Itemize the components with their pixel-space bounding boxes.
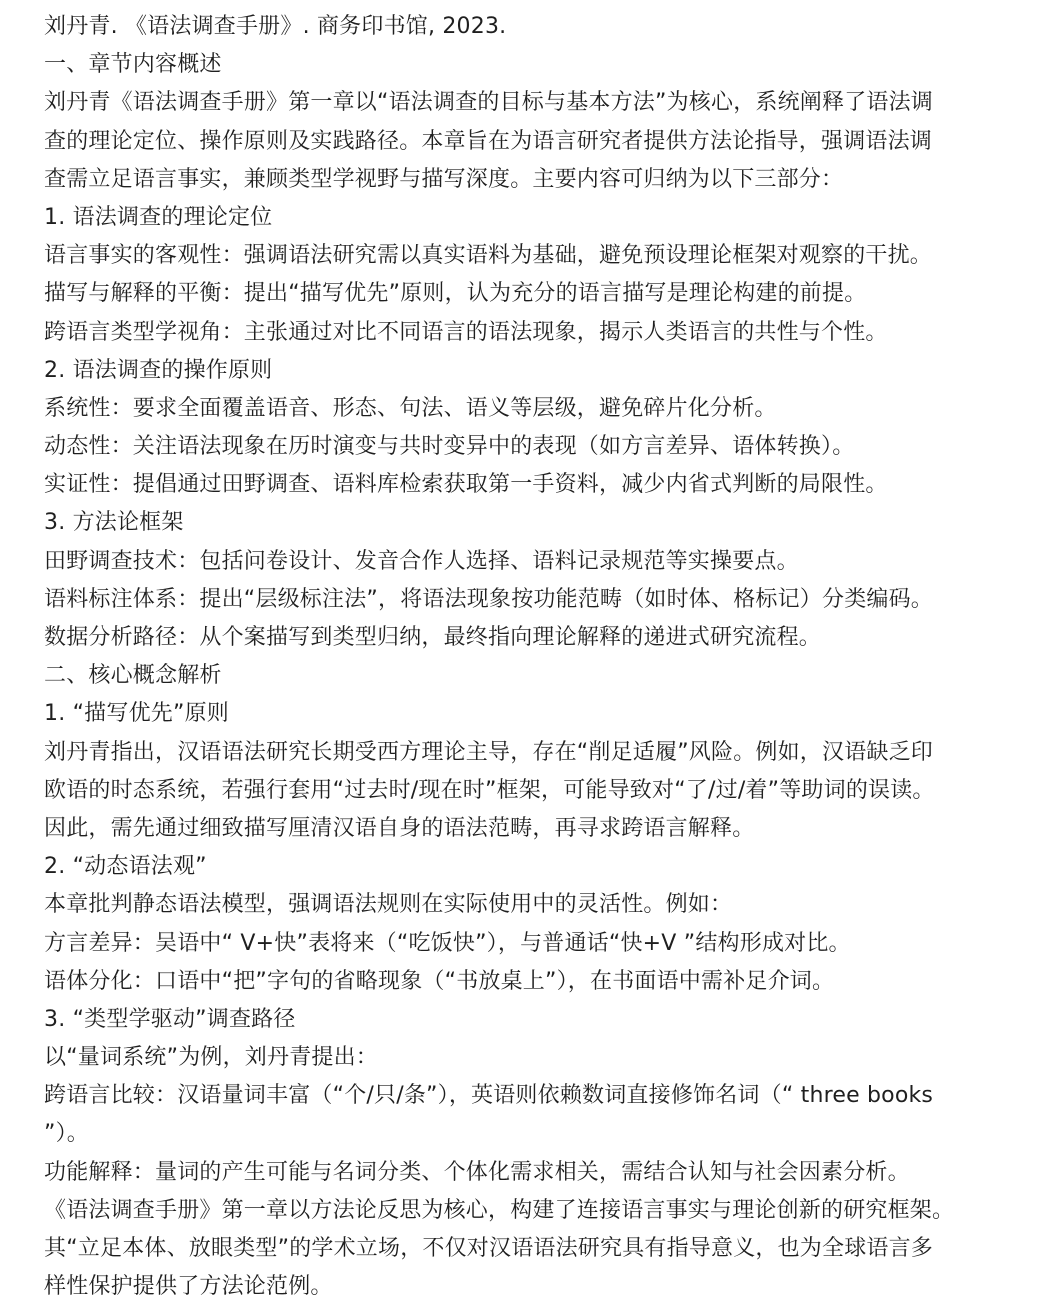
list-item: 系统性：要求全面覆盖语音、形态、句法、语义等层级，避免碎片化分析。 [44,395,777,421]
list-item: 动态性：关注语法现象在历时演变与共时变异中的表现（如方言差异、语体转换）。 [44,434,855,460]
list-item: 田野调查技术：包括问卷设计、发音合作人选择、语料记录规范等实操要点。 [44,548,799,574]
subsection-heading: 3. “类型学驱动”调查路径 [44,1006,296,1032]
section-heading: 二、核心概念解析 [44,663,222,689]
subsection-heading: 1. “描写优先”原则 [44,701,229,727]
list-item: 跨语言比较：汉语量词丰富（“个/只/条”），英语则依赖数词直接修饰名词（“ three books [44,1083,934,1109]
paragraph-line: 本章批判静态语法模型，强调语法规则在实际使用中的灵活性。例如： [44,892,733,918]
subsection-heading: 1. 语法调查的理论定位 [44,204,273,230]
paragraph-line: 刘丹青指出，汉语语法研究长期受西方理论主导，存在“削足适履”风险。例如，汉语缺乏印 [44,739,933,765]
citation-line: 刘丹青. 《语法调查手册》. 商务印书馆, 2023. [44,14,507,39]
section-heading: 一、章节内容概述 [44,52,222,78]
list-item: 语言事实的客观性：强调语法研究需以真实语料为基础，避免预设理论框架对观察的干扰。 [44,243,933,269]
paragraph-line: 因此，需先通过细致描写厘清汉语自身的语法范畴，再寻求跨语言解释。 [44,815,755,841]
subsection-heading: 3. 方法论框架 [44,510,184,536]
list-item: 描写与解释的平衡：提出“描写优先”原则，认为充分的语言描写是理论构建的前提。 [44,281,867,307]
list-item: 跨语言类型学视角：主张通过对比不同语言的语法现象，揭示人类语言的共性与个性。 [44,319,888,345]
paragraph-line: 查的理论定位、操作原则及实践路径。本章旨在为语言研究者提供方法论指导，强调语法调 [44,128,933,154]
list-item: 语体分化：口语中“把”字句的省略现象（“书放桌上”），在书面语中需补足介词。 [44,968,835,994]
paragraph-line: 《语法调查手册》第一章以方法论反思为核心，构建了连接语言事实与理论创新的研究框架。 [44,1197,955,1223]
paragraph-line: 欧语的时态系统，若强行套用“过去时/现在时”框架，可能导致对“了/过/着”等助词的误读。 [44,777,935,803]
list-item: 功能解释：量词的产生可能与名词分类、个体化需求相关，需结合认知与社会因素分析。 [44,1159,910,1185]
list-item: 数据分析路径：从个案描写到类型归纳，最终指向理论解释的递进式研究流程。 [44,625,822,650]
paragraph-line: 样性保护提供了方法论范例。 [44,1274,333,1300]
list-item: 方言差异：吴语中“ V+快”表将来（“吃饭快”），与普通话“快+V ”结构形成对比。 [44,930,851,956]
paragraph-line: 查需立足语言事实，兼顾类型学视野与描写深度。主要内容可归纳为以下三部分： [44,166,844,192]
paragraph-line: 刘丹青《语法调查手册》第一章以“语法调查的目标与基本方法”为核心，系统阐释了语法调 [44,90,933,116]
paragraph-line: 其“立足本体、放眼类型”的学术立场，不仅对汉语语法研究具有指导意义，也为全球语言多 [44,1236,933,1261]
list-item-continuation: ”）。 [44,1121,89,1147]
paragraph-line: 以“量词系统”为例，刘丹青提出： [44,1045,378,1071]
subsection-heading: 2. “动态语法观” [44,854,207,880]
list-item: 语料标注体系：提出“层级标注法”，将语法现象按功能范畴（如时体、格标记）分类编码。 [44,586,933,612]
subsection-heading: 2. 语法调查的操作原则 [44,357,273,383]
list-item: 实证性：提倡通过田野调查、语料库检索获取第一手资料，减少内省式判断的局限性。 [44,472,888,498]
